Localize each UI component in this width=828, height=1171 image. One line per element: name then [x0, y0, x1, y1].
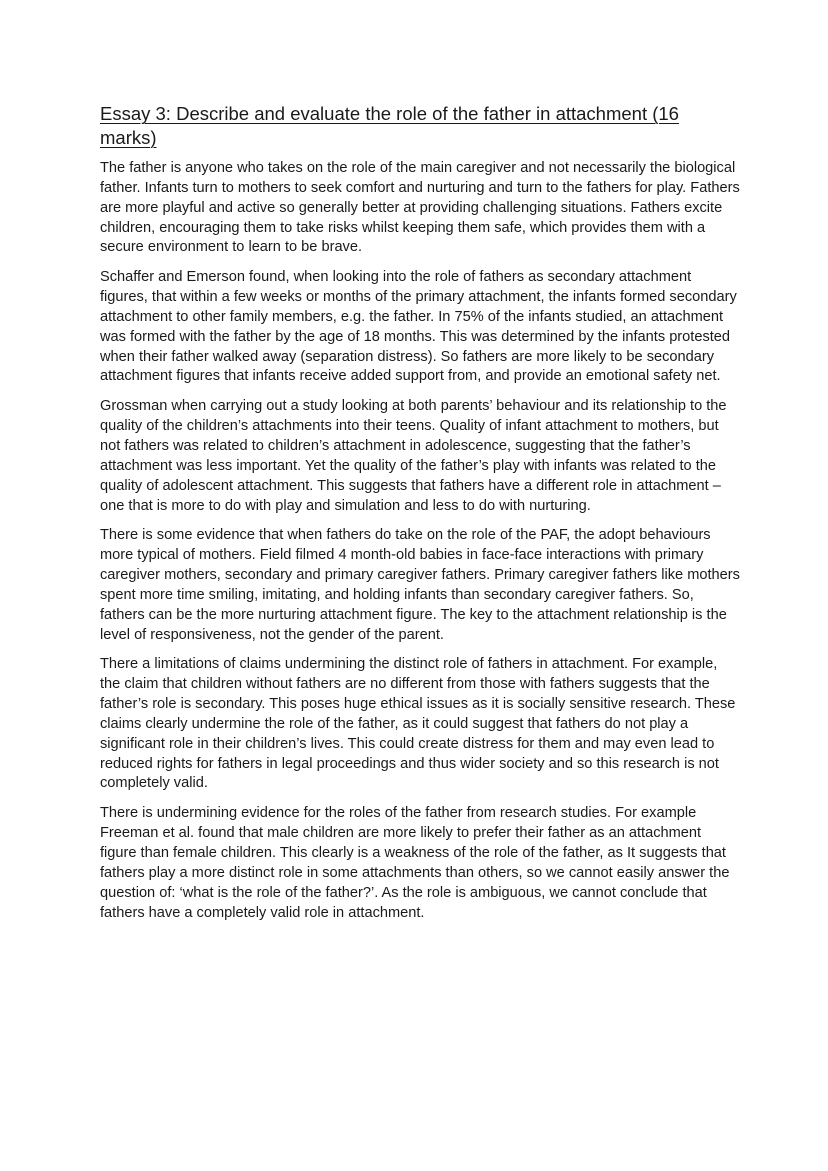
document-page — [100, 102, 740, 933]
essay-title: Essay 3: Describe and evaluate the role of the father in attachment (16 marks) — [100, 103, 679, 148]
paragraph-freeman: There is undermining evidence for the roles of the father from research studies. For example Freeman et al. found that male children are more likely to prefer their father as an attachment figure than female children. This clearly is a weakness of the role of the father, as It suggests that fathers play a more distinct role in some attachments than others, so we cannot easily answer the question of: ‘what is the role of the father?’. As the role is ambiguous, we cannot conclude that fathers have a completely valid role in attachment. — [100, 805, 730, 921]
paragraph-grossman: Grossman when carrying out a study looking at both parents’ behaviour and its relationship to the quality of the children’s attachments into their teens. Quality of infant attachment to mothers, but not fathers was related to children’s attachment in adolescence, suggesting that the father’s attachment was less important. Yet the quality of the father’s play with infants was related to the quality of adolescent attachment. This suggests that fathers have a different role in attachment – one that is more to do with play and simulation and less to do with nurturing. — [100, 398, 727, 514]
paragraph-schaffer-emerson: Schaffer and Emerson found, when looking into the role of fathers as secondary attachment figures, that within a few weeks or months of the primary attachment, the infants formed secondary attachment to other family members, e.g. the father. In 75% of the infants studied, an attachment was formed with the father by the age of 18 months. This was determined by the infants protested when their father walked away (separation distress). So fathers are more likely to be secondary attachment figures that infants receive added support from, and provide an emotional safety net. — [100, 269, 737, 385]
paragraph-definition: The father is anyone who takes on the role of the main caregiver and not necessarily the biological father. Infants turn to mothers to seek comfort and nurturing and turn to the fathers for play. Fathers are more playful and active so generally better at providing challenging situations. Fathers excite children, encouraging them to take risks whilst keeping them safe, which provides them with a secure environment to learn to be brave. — [100, 160, 740, 256]
paragraph-limitations: There a limitations of claims undermining the distinct role of fathers in attachment. For example, the claim that children without fathers are no different from those with fathers suggests that the father’s role is secondary. This poses huge ethical issues as it is socially sensitive research. These claims clearly undermine the role of the father, as it could suggest that fathers do not play a significant role in their children’s lives. This could create distress for them and may even lead to reduced rights for fathers in legal proceedings and thus wider society and so this research is not completely valid. — [100, 656, 736, 792]
paragraph-field: There is some evidence that when fathers do take on the role of the PAF, the adopt behaviours more typical of mothers. Field filmed 4 month-old babies in face-face interactions with primary caregiver mothers, secondary and primary caregiver fathers. Primary caregiver fathers like mothers spent more time smiling, imitating, and holding infants than secondary caregiver fathers. So, fathers can be the more nurturing attachment figure. The key to the attachment relationship is the level of responsiveness, not the gender of the parent. — [100, 527, 740, 643]
